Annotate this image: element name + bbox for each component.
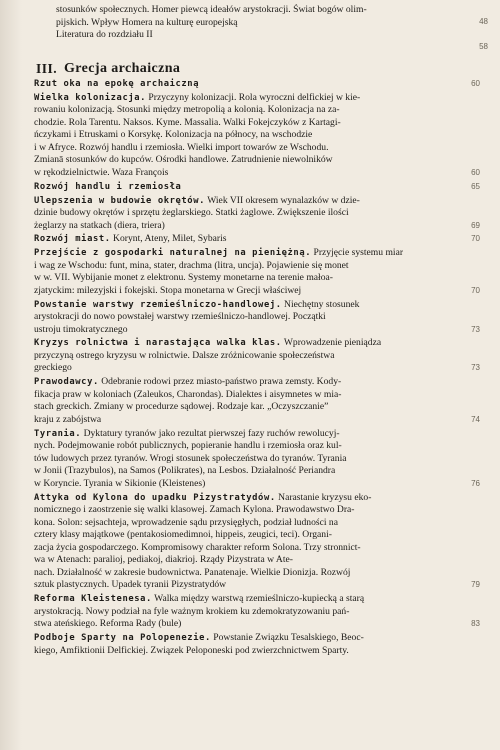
toc-entry-line: żeglarzy na statkach (diera, triera) [34,219,165,231]
toc-entry-line [34,593,460,606]
toc-entry-line: cztery klasy majątkowe (pentakosiomedimnoi, hippeis, zeugici, teci). Organi- [34,529,332,541]
toc-entry-line: dzinie budowy okrętów i sprzętu żeglarskiego. Statki żaglowe. Zwiększenie ilości [34,207,349,219]
toc-entry-text: Przyjęcie systemu miar [311,247,404,259]
toc-entry [34,337,480,375]
toc-entry-line: w Jonii (Trazybulos), na Samos (Polikrates), na Lesbos. Działalność Periandra [34,465,336,477]
toc-entry-line: ńczykami i Etruskami o Korsykę. Kolonizacja na północy, na wschodzie [34,129,313,141]
toc-entry-text: Dyktatury tyranów jako rezultat pierwszej fazy ruchów rewolucyj- [81,427,340,439]
toc-entry-text: Wprowadzenie pieniądza [281,337,382,349]
page-number: 58 [479,42,488,51]
toc-entry-line: kona. Solon: sejsachteja, wprowadzenie sądu przysięgłych, podział ludności na [34,516,338,528]
toc-entry [34,78,480,91]
page-number: 73 [471,363,480,373]
page-number: 70 [471,234,480,244]
page-number: 48 [479,17,488,26]
page-gutter-shadow [0,0,22,750]
toc-entry-line: sztuk plastycznych. Upadek tyranii Pizystratydów [34,579,227,591]
toc-entry-line: chodzie. Rola Tarentu. Naksos. Kyme. Massalia. Walki Fokejczyków z Kartagi- [34,116,341,128]
toc-entry [34,194,480,233]
continuation-line: pijskich. Wpływ Homera na kulturę europejską [56,16,238,28]
toc-entry-line [34,428,460,441]
toc-entry-heading: Rzut oka na epokę archaiczną [34,79,200,89]
continuation-line: stosunków społecznych. Homer piewcą ideałów arystokracji. Świat bogów olim- [56,4,367,15]
toc-entry-text: Niechętny stosunek [281,298,360,310]
toc-entry [34,91,480,180]
toc-entry-line: ustroju timokratycznego [34,323,128,335]
toc-entry [34,632,460,657]
toc-entry-heading: Powstanie warstwy rzemieślniczo-handlowej. [34,299,282,310]
toc-entry [34,247,480,297]
toc-entry-line [34,233,460,246]
toc-entry-text: Wiek VII okresem wynalazków w dzie- [205,194,360,206]
toc-entry-line: kraju z zabójstwa [34,413,102,425]
page-number: 70 [471,285,480,295]
toc-entry [34,427,480,491]
toc-entry-line [34,181,460,194]
toc-entry-line: w rękodzielnictwie. Waza François [34,167,169,179]
toc-entry-heading: Wielka kolonizacja. [34,92,147,103]
toc-entry [34,181,480,194]
chapter-ii-continuation [56,4,470,42]
toc-entry-line [34,247,460,260]
toc-entry-heading: Reforma Kleistenesa. [34,594,152,605]
toc-entry-line [34,92,460,105]
toc-entry-line: zjatyckim: milezyjski i fokejski. Stopa monetarna w Grecji właściwej [34,284,302,296]
toc-entry [34,233,480,246]
toc-entry-line: rowaniu kolonizacją. Stosunki między metropolią a kolonią. Kolonizacja na za- [34,104,340,116]
toc-entry-line: i wag ze Wschodu: funt, mina, stater, drachma (litra, uncja). Pojawienie się monet [34,259,349,271]
toc-entry-line: i w Afryce. Rozwój handlu i rzemiosła. Wielki import towarów ze Wschodu. [34,141,329,153]
toc-entry-text: Przyczyny kolonizacji. Rola wyroczni delfickiej w kie- [146,91,361,103]
toc-entry-text: Odebranie rodowi przez miasto-państwo prawa zemsty. Kody- [98,376,342,388]
toc-entry [34,593,480,631]
toc-entry-heading: Przejście z gospodarki naturalnej na pieniężną. [34,248,312,259]
toc-entry-heading: Ulepszenia w budowie okrętów. [34,195,205,206]
page-number: 73 [471,324,480,334]
toc-entry-line [34,492,460,505]
page-number: 65 [471,181,480,191]
toc-entry-line [34,299,460,312]
toc-entry-heading: Prawodawcy. [34,377,99,388]
toc-entry-line [34,337,460,350]
literature-line: Literatura do rozdziału II [56,29,153,41]
page-number: 76 [471,478,480,488]
toc-entry-line: stwa ateńskiego. Reforma Rady (bule) [34,618,182,630]
toc-entry-text: Powstanie Związku Tesalskiego, Beoc- [210,632,364,644]
toc-entry-line: nomicznego i zaostrzenie się walki klasowej. Zamach Kylona. Prawodawstwo Dra- [34,504,355,516]
toc-entry-line: przyczyną ostrego kryzysu w rolnictwie. Dalsze zróżnicowanie społeczeństwa [34,349,335,361]
toc-entry-line: fikacja praw w koloniach (Zaleukos, Charondas). Dialektes i aisymnetes w mia- [34,388,342,400]
page-number: 79 [471,580,480,590]
toc-entry-heading: Rozwój handlu i rzemiosła [34,181,182,192]
toc-entry-heading: Tyrania. [34,428,82,439]
toc-entry-heading: Attyka od Kylona do upadku Pizystratydów. [34,492,276,503]
toc-entry-line: nych. Podejmowanie robót publicznych, popieranie handlu i rzemiosła oraz kul- [34,440,342,452]
chapter-number: III. [36,61,58,76]
toc-entry-line [34,195,460,208]
toc-entry-heading: Kryzys rolnictwa i narastająca walka klas. [34,338,282,349]
toc-entry-line: zacja życia gospodarczego. Kompromisowy charakter reform Solona. Trzy stronnict- [34,541,361,553]
toc-entry-line: greckiego [34,362,72,374]
toc-entry [34,491,480,592]
toc-entry-line [34,632,460,645]
page-number: 83 [471,619,480,629]
toc-entry-line: kiego, Amfiktionii Delfickiej. Związek Peloponeski pod zwierzchnictwem Sparty. [34,644,349,656]
toc-entry-heading: Rozwój miast. [34,234,111,245]
page-number: 69 [471,220,480,230]
toc-entry-line: tów ludowych przez tyranów. Wrogi stosunek społeczeństwa do tyranów. Tyrania [34,452,347,464]
toc-entry-line [34,78,460,91]
page-number: 74 [471,414,480,424]
toc-entry-text: Korynt, Ateny, Milet, Sybaris [110,233,227,245]
toc-entry [34,376,480,426]
toc-entry-line: arystokracji do nowo powstałej warstwy rzemieślniczo-handlowej. Początki [34,311,326,323]
toc-entry-line: stach greckich. Zmiany w procedurze sądowej. Rodzaje kar. „Oczyszczanie” [34,401,329,413]
toc-entry-text: Narastanie kryzysu eko- [275,491,372,503]
toc-entry-line: Zmianā stosunków do kupców. Ośrodki handlowe. Zatrudnienie niewolników [34,154,333,166]
toc-entry-line: arystokracją. Nowy podział na fyle ważnym krokiem ku zdemokratyzowaniu pań- [34,605,350,617]
toc-entry-line: w Koryncie. Tyrania w Sikionie (Kleistenes) [34,477,206,489]
toc-entry [34,298,480,337]
chapter-title: Grecja archaiczna [64,61,181,76]
toc-entry-text: Walka między warstwą rzemieślniczo-kupiecką a starą [151,593,365,605]
page-number: 60 [471,168,480,178]
toc-entry-line: wa w Atenach: paralioj, pediakoj, diakrioj. Rządy Pizystrata w Ate- [34,554,293,566]
toc-entry-heading: Podboje Sparty na Polopenezie. [34,633,211,644]
toc-entry-line [34,376,460,389]
toc-entry-line: nach. Działalność w zakresie budownictwa. Panatenaje. Wielkie Dionizja. Rozwój [34,566,351,578]
page-number: 60 [471,79,480,88]
toc-entry-line: w w. VII. Wybijanie monet z elektronu. Systemy monetarne na terenie małoa- [34,272,333,284]
